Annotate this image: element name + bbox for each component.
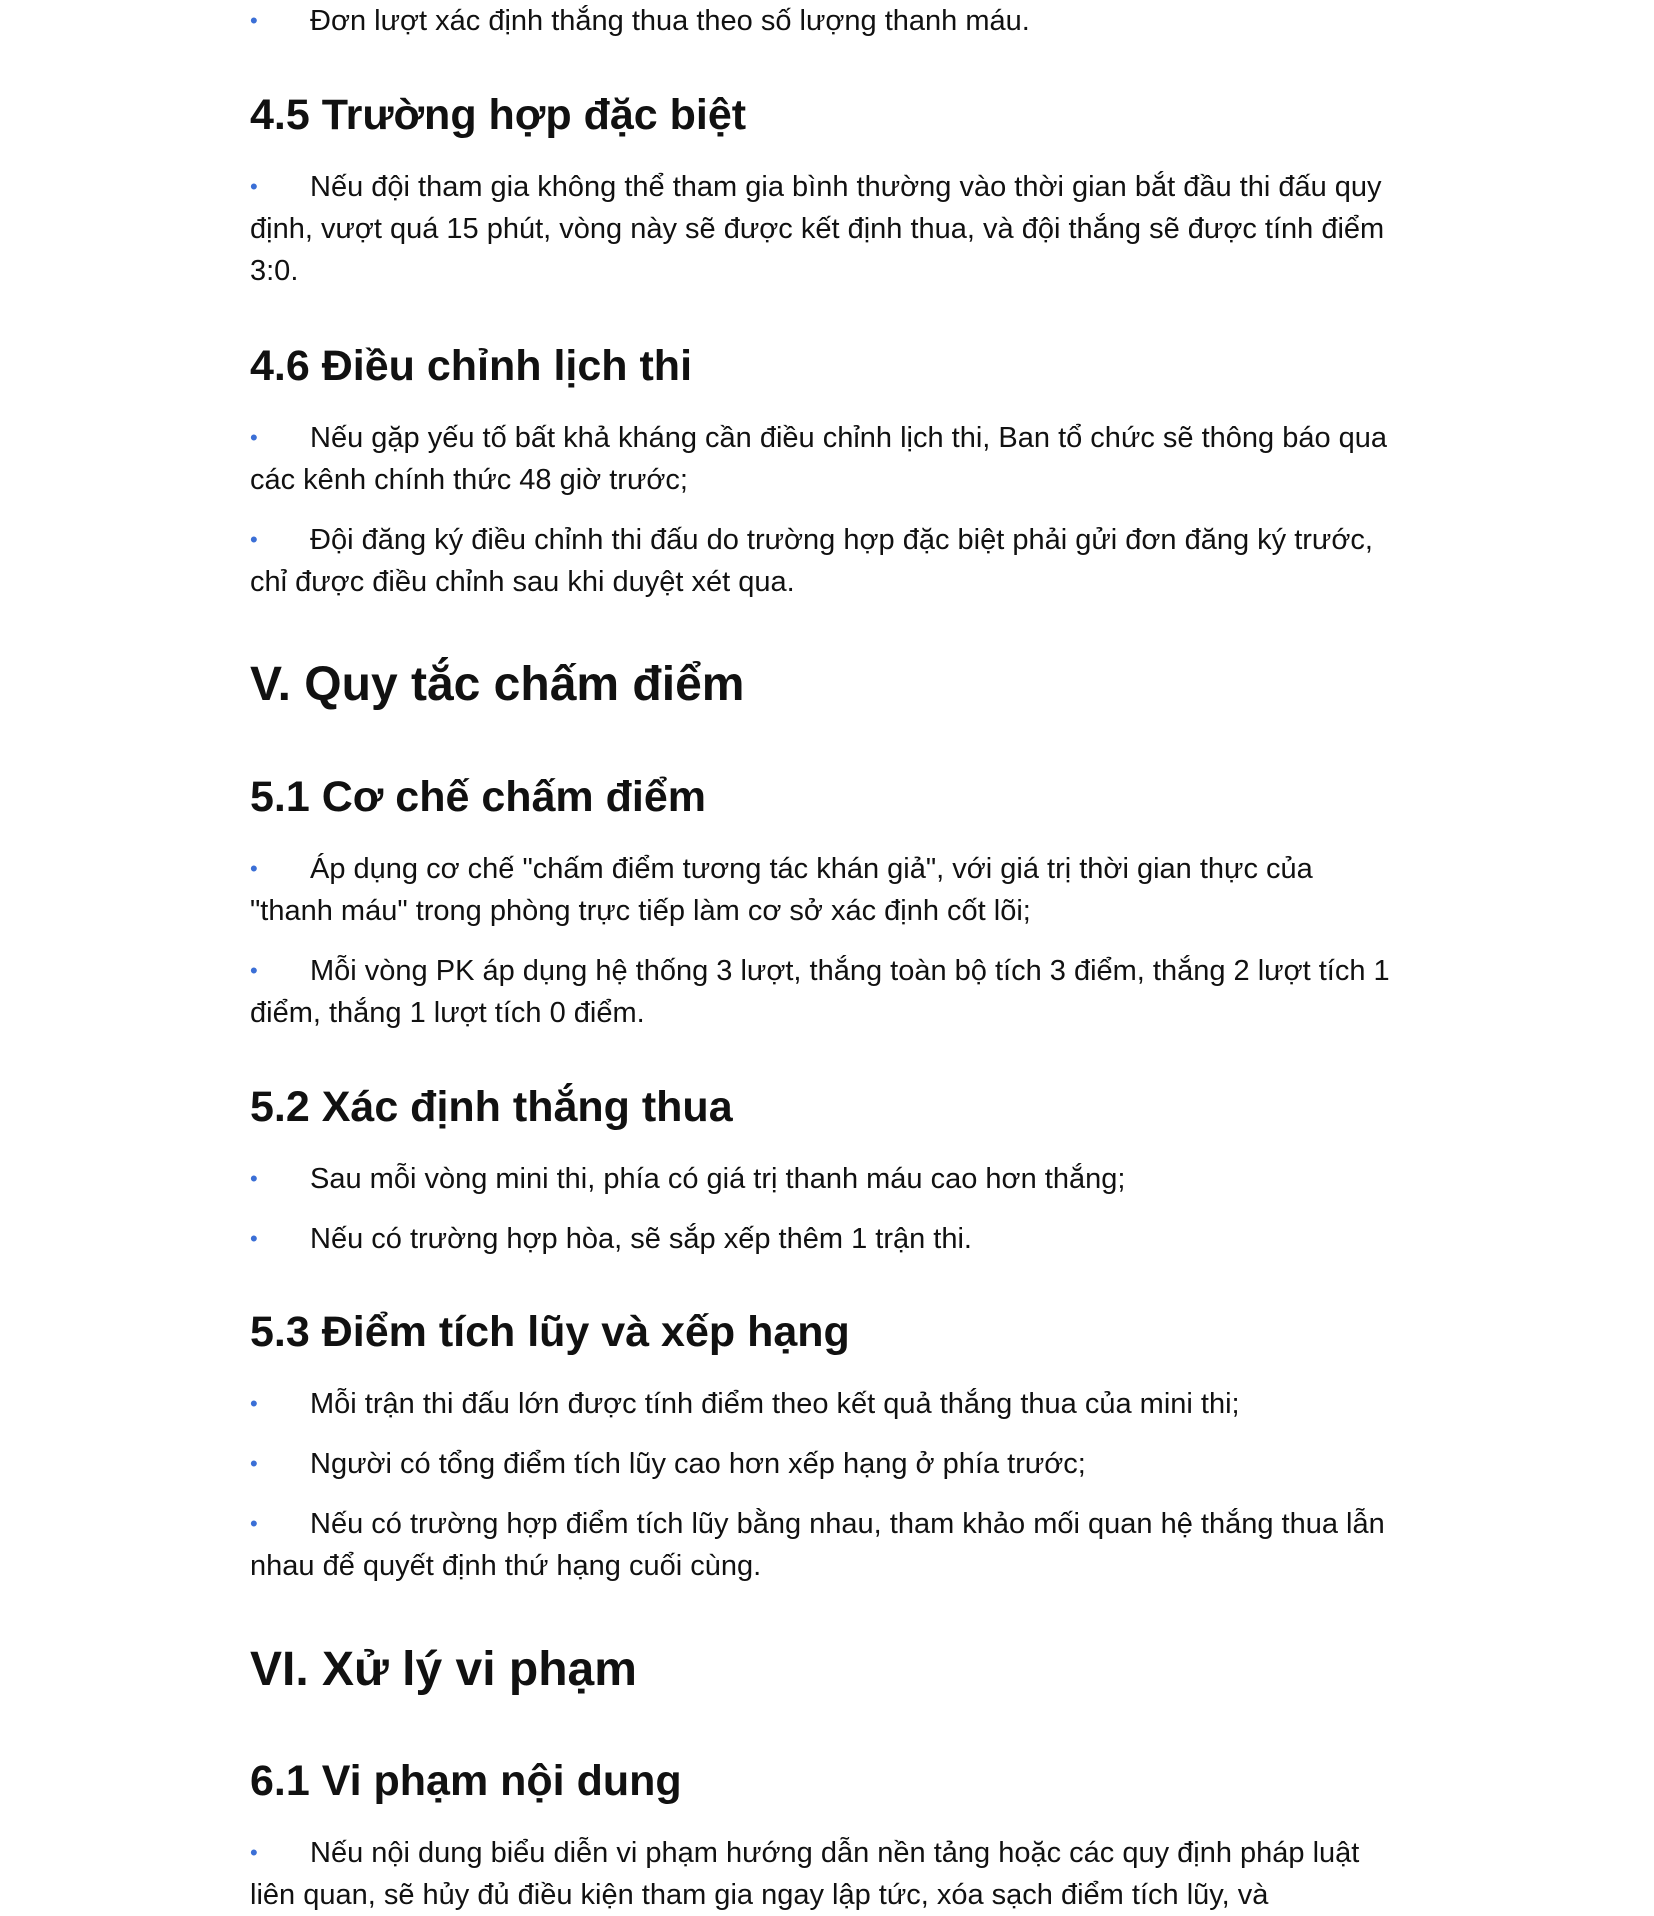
bullet-icon: • — [250, 1451, 258, 1476]
subsection-heading-5-1: 5.1 Cơ chế chấm điểm — [250, 773, 706, 821]
list-item-text: Sau mỗi vòng mini thi, phía có giá trị thanh máu cao hơn thắng; — [310, 1163, 1126, 1195]
subsection-heading-6-1: 6.1 Vi phạm nội dung — [250, 1757, 682, 1805]
bullet-icon: • — [250, 1511, 258, 1536]
list-item-text: Người có tổng điểm tích lũy cao hơn xếp hạng ở phía trước; — [310, 1448, 1086, 1480]
list-item-text: Nếu có trường hợp điểm tích lũy bằng nhau, tham khảo mối quan hệ thắng thua lẫn nhau để quyết định thứ hạng cuối cùng. — [250, 1508, 1385, 1582]
list-item-text: Nếu có trường hợp hòa, sẽ sắp xếp thêm 1 trận thi. — [310, 1223, 972, 1255]
list-item — [250, 1218, 1400, 1260]
bullet-icon: • — [250, 1840, 258, 1865]
subsection-heading-5-3: 5.3 Điểm tích lũy và xếp hạng — [250, 1308, 850, 1356]
list-item — [250, 0, 1400, 42]
section-heading-v: V. Quy tắc chấm điểm — [250, 658, 745, 711]
list-item-text: Nếu gặp yếu tố bất khả kháng cần điều chỉnh lịch thi, Ban tổ chức sẽ thông báo qua các kênh chính thức 48 giờ trước; — [250, 422, 1388, 496]
list-item — [250, 1443, 1400, 1485]
list-item — [250, 166, 1400, 292]
list-item — [250, 417, 1400, 501]
list-item-text: Đội đăng ký điều chỉnh thi đấu do trường hợp đặc biệt phải gửi đơn đăng ký trước, chỉ được điều chỉnh sau khi duyệt xét qua. — [250, 524, 1373, 598]
list-item-text: Mỗi vòng PK áp dụng hệ thống 3 lượt, thắng toàn bộ tích 3 điểm, thắng 2 lượt tích 1 điểm, thắng 1 lượt tích 0 điểm. — [250, 955, 1390, 1029]
list-item — [250, 519, 1400, 603]
list-item — [250, 950, 1400, 1034]
bullet-icon: • — [250, 174, 258, 199]
list-item-text: Đơn lượt xác định thắng thua theo số lượng thanh máu. — [310, 5, 1030, 37]
subsection-heading-5-2: 5.2 Xác định thắng thua — [250, 1083, 733, 1131]
list-item-text: Nếu nội dung biểu diễn vi phạm hướng dẫn nền tảng hoặc các quy định pháp luật liên quan, sẽ hủy đủ điều kiện tham gia ngay lập tức, xóa sạch điểm tích lũy, và — [250, 1837, 1360, 1911]
subsection-heading-4-6: 4.6 Điều chỉnh lịch thi — [250, 342, 693, 390]
subsection-heading-4-5: 4.5 Trường hợp đặc biệt — [250, 91, 747, 139]
section-heading-vi: VI. Xử lý vi phạm — [250, 1643, 637, 1696]
list-item — [250, 1832, 1400, 1916]
list-item — [250, 848, 1400, 932]
list-item — [250, 1158, 1400, 1200]
bullet-icon: • — [250, 1166, 258, 1191]
list-item — [250, 1503, 1400, 1587]
list-item-text: Nếu đội tham gia không thể tham gia bình thường vào thời gian bắt đầu thi đấu quy định, vượt quá 15 phút, vòng này sẽ được kết định thua, và đội thắng sẽ được tính điểm 3:0. — [250, 171, 1385, 287]
bullet-icon: • — [250, 958, 258, 983]
bullet-icon: • — [250, 856, 258, 881]
list-item-text: Áp dụng cơ chế "chấm điểm tương tác khán giả", với giá trị thời gian thực của "thanh máu" trong phòng trực tiếp làm cơ sở xác định cốt lõi; — [250, 853, 1313, 927]
list-item-text: Mỗi trận thi đấu lớn được tính điểm theo kết quả thắng thua của mini thi; — [310, 1388, 1240, 1420]
bullet-icon: • — [250, 425, 258, 450]
bullet-icon: • — [250, 1391, 258, 1416]
list-item — [250, 1383, 1400, 1425]
bullet-icon: • — [250, 527, 258, 552]
bullet-icon: • — [250, 8, 258, 33]
bullet-icon: • — [250, 1226, 258, 1251]
